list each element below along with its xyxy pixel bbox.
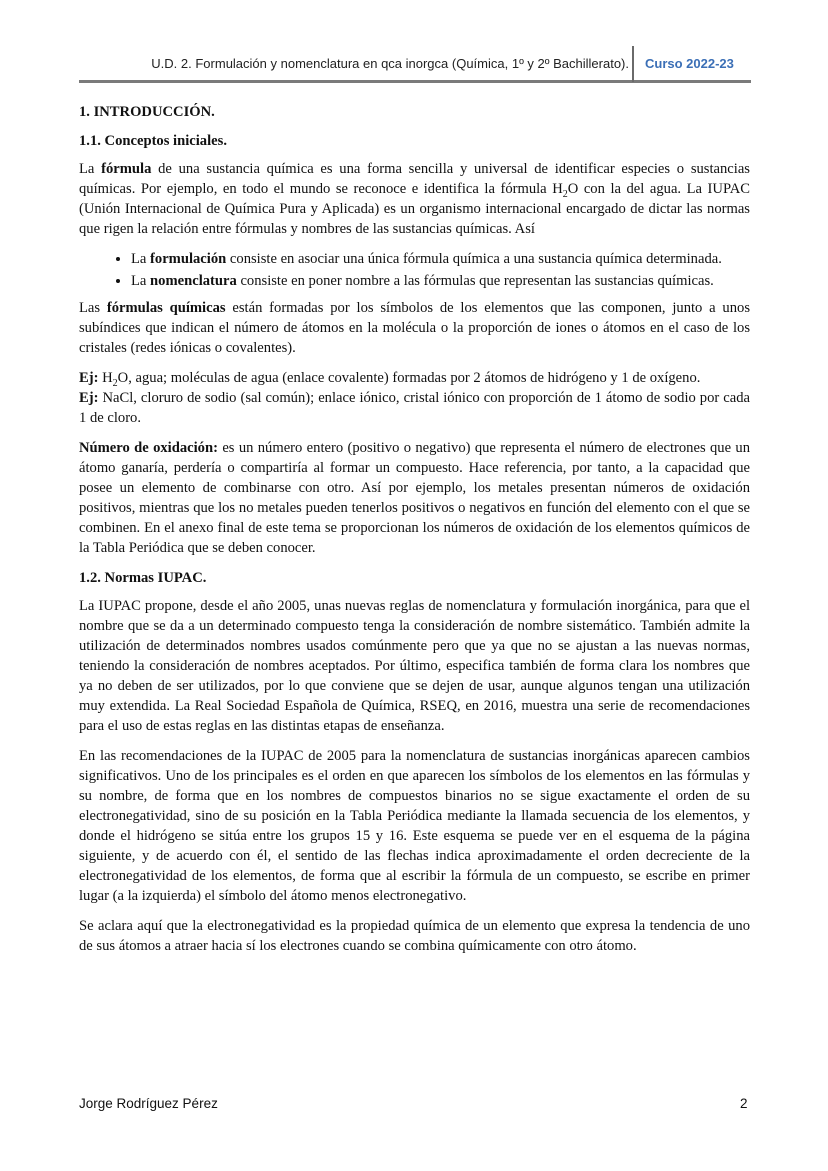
paragraph-electronegativity: Se aclara aquí que la electronegatividad es la propiedad química de un elemento que expresa la tendencia de uno de sus átomos a atraer hacia sí los electrones cuando se combina químicamente con otro átomo. — [79, 918, 750, 954]
paragraph-recommendations: En las recomendaciones de la IUPAC de 2005 para la nomenclatura de sustancias inorgánicas aparecen cambios significativos. Uno de los principales es el orden en que aparecen los símbolos de los elementos en las fórmulas y su nombre, de forma que en los nombres de compuestos binarios no se sigue exactamente el orden de su electronegatividad, sino de su posición en la Tabla Periódica mediante la llamada secuencia de los elementos, y donde el hidrógeno se sitúa entre los grupos 15 y 16. Este esquema se puede ver en el esquema de la página siguiente, y de acuerdo con él, el sentido de las flechas indica aproximadamente el orden decreciente de la electronegatividad de los elementos, de forma que al escribir la fórmula de un compuesto, se escribe en primer lugar (a la izquierda) el símbolo del átomo menos electronegativo. — [79, 748, 750, 904]
list-item: • La formulación consiste en asociar una única fórmula química a una sustancia química determinada. — [131, 249, 750, 269]
example-water: Ej: $H_2O$, agua; moléculas de agua (enlace covalente) formadas por 2 átomos de hidrógeno y 1 de oxígeno. — [79, 370, 701, 389]
definition-list — [79, 249, 750, 291]
footer-author: Jorge Rodríguez Pérez — [79, 1096, 218, 1111]
header-divider — [632, 46, 634, 82]
page-header — [79, 44, 751, 83]
paragraph-oxidation: Número de oxidación: es un número entero (positivo o negativo) que representa el número de electrones que un átomo ganaría, perdería o compartiría al formar un compuesto. Hace referencia, por tanto, a la capacidad que posee un elemento de combinarse con otro. Así por ejemplo, los metales presentan números de oxidación positivos, mientras que los no metales pueden tenerlos positivos o negativos en función del elemento con el que se combinen. En el anexo final de este tema se proporcionan los números de oxidación de los elementos químicos de la Tabla Periódica que se deben conocer. — [79, 440, 750, 556]
page-number: 2 — [740, 1096, 748, 1111]
list-item: • La nomenclatura consiste en poner nombre a las fórmulas que representan las sustancias químicas. — [131, 271, 750, 291]
paragraph-iupac: La IUPAC propone, desde el año 2005, unas nuevas reglas de nomenclatura y formulación inorgánica, para que el nombre que se da a un determinado compuesto tenga la consideración de nombre sistemático. También admite la utilización de determinados nombres usados comúnmente pero que ya que no se ajustan a las nuevas normas, teniendo la consideración de nombres aceptados. Por último, especifica también de forma clara los nombres que ya no deben de ser utilizados, por lo que conviene que se dejen de usar, aunque algunos tengan una utilización muy extendida. La Real Sociedad Española de Química, RSEQ, en 2016, muestra una serie de recomendaciones para el uso de estas reglas en las distintas etapas de enseñanza. — [79, 598, 750, 734]
header-title: U.D. 2. Formulación y nomenclatura en qca inorgca (Química, 1º y 2º Bachillerato). — [151, 56, 629, 71]
paragraph-formulas: Las fórmulas químicas están formadas por los símbolos de los elementos que las componen, junto a unos subíndices que indican el número de átomos en la molécula o la proporción de iones o átomos en el caso de los cristales (redes iónicas o covalentes). — [79, 300, 750, 356]
section-heading: 1. INTRODUCCIÓN. — [79, 104, 215, 120]
page-content — [79, 102, 750, 966]
subsection-heading: 1.2. Normas IUPAC. — [79, 570, 207, 586]
example-nacl: Ej: NaCl, cloruro de sodio (sal común); enlace iónico, cristal iónico con proporción de 1 átomo de sodio por cada 1 de cloro. — [79, 390, 750, 426]
header-course: Curso 2022-23 — [645, 56, 734, 71]
subsection-heading: 1.1. Conceptos iniciales. — [79, 133, 227, 149]
paragraph-formula: La fórmula de una sustancia química es una forma sencilla y universal de identificar especies o sustancias químicas. Por ejemplo, en todo el mundo se reconoce e identifica la fórmula $H_2O$ con la del agua. La IUPAC (Unión Internacional de Química Pura y Aplicada) es un organismo internacional encargado de dictar las normas que rigen la relación entre fórmulas y nombres de las sustancias químicas. Así — [79, 161, 750, 237]
